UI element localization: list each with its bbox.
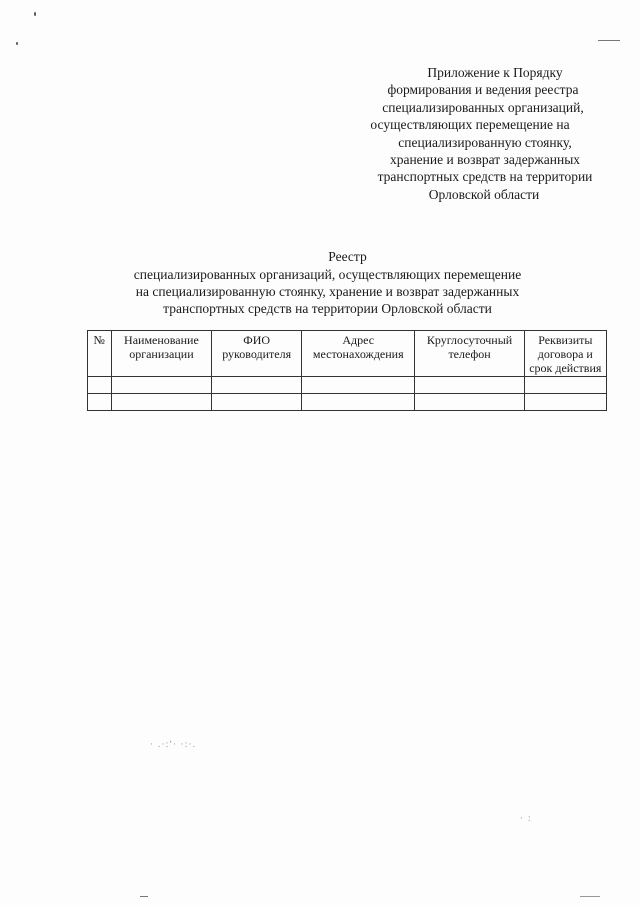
table-cell: [88, 377, 112, 394]
table-header-row: [88, 331, 607, 377]
table-cell: [302, 394, 415, 411]
table-cell: [415, 394, 524, 411]
table-cell: [524, 377, 606, 394]
registry-heading: Реестр: [328, 249, 367, 264]
column-header-contract-details: Реквизиты договора и срок действия: [524, 331, 606, 377]
table-row: [88, 377, 607, 394]
table-cell: [524, 394, 606, 411]
scan-speck: [580, 896, 600, 897]
table-cell: [88, 394, 112, 411]
table-row: [88, 394, 607, 411]
annex-line: хранение и возврат задержанных: [389, 152, 581, 168]
table-cell: [111, 394, 212, 411]
annex-line: специализированную стоянку,: [398, 134, 572, 150]
scan-speck: [140, 896, 148, 897]
scan-speck: [16, 42, 18, 45]
scan-speck: [598, 40, 620, 41]
faint-scan-marks: · :: [520, 814, 532, 824]
column-header-phone: Круглосуточный телефон: [415, 331, 524, 377]
annex-line: формирования и ведения реестра: [387, 82, 579, 98]
registry-title-line: транспортных средств на территории Орловской области: [163, 301, 492, 316]
annex-line: специализированных организаций,: [382, 99, 584, 115]
table-cell: [111, 377, 212, 394]
registry-title: [40, 248, 640, 317]
table-cell: [302, 377, 415, 394]
annex-line: осуществляющих перемещение на: [370, 117, 570, 133]
registry-title-line: на специализированную стоянку, хранение и возврат задержанных: [135, 284, 520, 299]
annex-note: [330, 64, 630, 203]
annex-line: Приложение к Порядку: [427, 65, 563, 80]
column-header-director-name: ФИО руководителя: [212, 331, 302, 377]
column-header-organization-name: Наименование организации: [111, 331, 212, 377]
registry-table: [87, 330, 607, 411]
annex-line: Орловской области: [428, 186, 540, 202]
faint-scan-marks: · .·:'· ·:·.: [150, 740, 197, 750]
scan-speck: [34, 12, 36, 16]
annex-line: транспортных средств на территории: [377, 169, 593, 185]
table-cell: [212, 394, 302, 411]
table-cell: [415, 377, 524, 394]
table-cell: [212, 377, 302, 394]
column-header-address: Адрес местонахождения: [302, 331, 415, 377]
column-header-number: №: [88, 331, 112, 377]
registry-title-line: специализированных организаций, осуществляющих перемещение: [133, 267, 522, 282]
